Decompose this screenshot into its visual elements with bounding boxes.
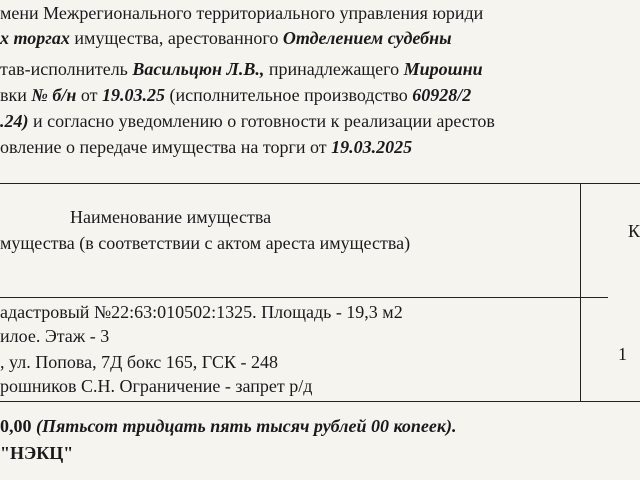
footer-line-2: [0, 442, 640, 464]
footer-line-1-part-1: 0,00: [0, 416, 36, 436]
footer-line-1-part-2: (Пятьсот тридцать пять тысяч рублей 00 копеек).: [36, 416, 457, 436]
row-separator: [0, 297, 608, 298]
header-name-line2: мущества (в соответствии с актом ареста имущества): [0, 233, 411, 253]
header-line-2-part-3: Отделением судебны: [282, 28, 452, 48]
header-line-4-part-3: от: [76, 85, 102, 105]
header-line-4-part-4: 19.03.25: [101, 85, 165, 105]
header-line-5-part-2: и согласно уведомлению о готовности к реализации арестов: [28, 111, 495, 131]
header-line-1: [0, 2, 640, 24]
header-line-4: [0, 84, 640, 106]
header-line-3-part-1: тав-исполнитель: [0, 59, 133, 79]
property-table: [0, 183, 640, 402]
column-separator: [580, 184, 581, 401]
header-line-6: [0, 136, 640, 158]
row-line-4: рошников С.Н. Ограничение - запрет р/д: [0, 376, 313, 396]
header-line-5: [0, 110, 640, 132]
header-line-3: [0, 58, 640, 80]
header-line-3-part-2: Васильцюн Л.В.,: [132, 59, 265, 79]
header-line-5-part-1: .24): [0, 111, 29, 131]
footer-line-2-part-1: "НЭКЦ": [0, 443, 74, 463]
header-line-3-part-3: принадлежащего: [264, 59, 404, 79]
row-line-3: , ул. Попова, 7Д бокс 165, ГСК - 248: [0, 352, 278, 372]
header-line-4-part-6: 60928/2: [412, 85, 472, 105]
header-line-2: [0, 27, 640, 49]
header-line-6-part-1: овление о передаче имущества на торги от: [0, 137, 332, 157]
header-col2: К: [628, 221, 640, 241]
header-line-4-part-5: (исполнительное производство: [164, 85, 413, 105]
footer-line-1: [0, 415, 640, 437]
header-line-1-part-1: мени Межрегионального территориального управления юриди: [0, 3, 484, 23]
header-line-4-part-1: вки: [0, 85, 32, 105]
header-line-6-part-2: 19.03.2025: [331, 137, 413, 157]
row-line-1: адастровый №22:63:010502:1325. Площадь - 19,3 м2: [0, 302, 403, 322]
row-qty: 1: [618, 344, 627, 364]
header-line-2-part-1: х торгах: [0, 28, 70, 48]
header-line-3-part-4: Мирошни: [403, 59, 483, 79]
header-line-4-part-2: № б/н: [31, 85, 77, 105]
header-name-line1: Наименование имущества: [70, 207, 272, 227]
row-line-2: илое. Этаж - 3: [0, 326, 110, 346]
header-line-2-part-2: имущества, арестованного: [69, 28, 283, 48]
